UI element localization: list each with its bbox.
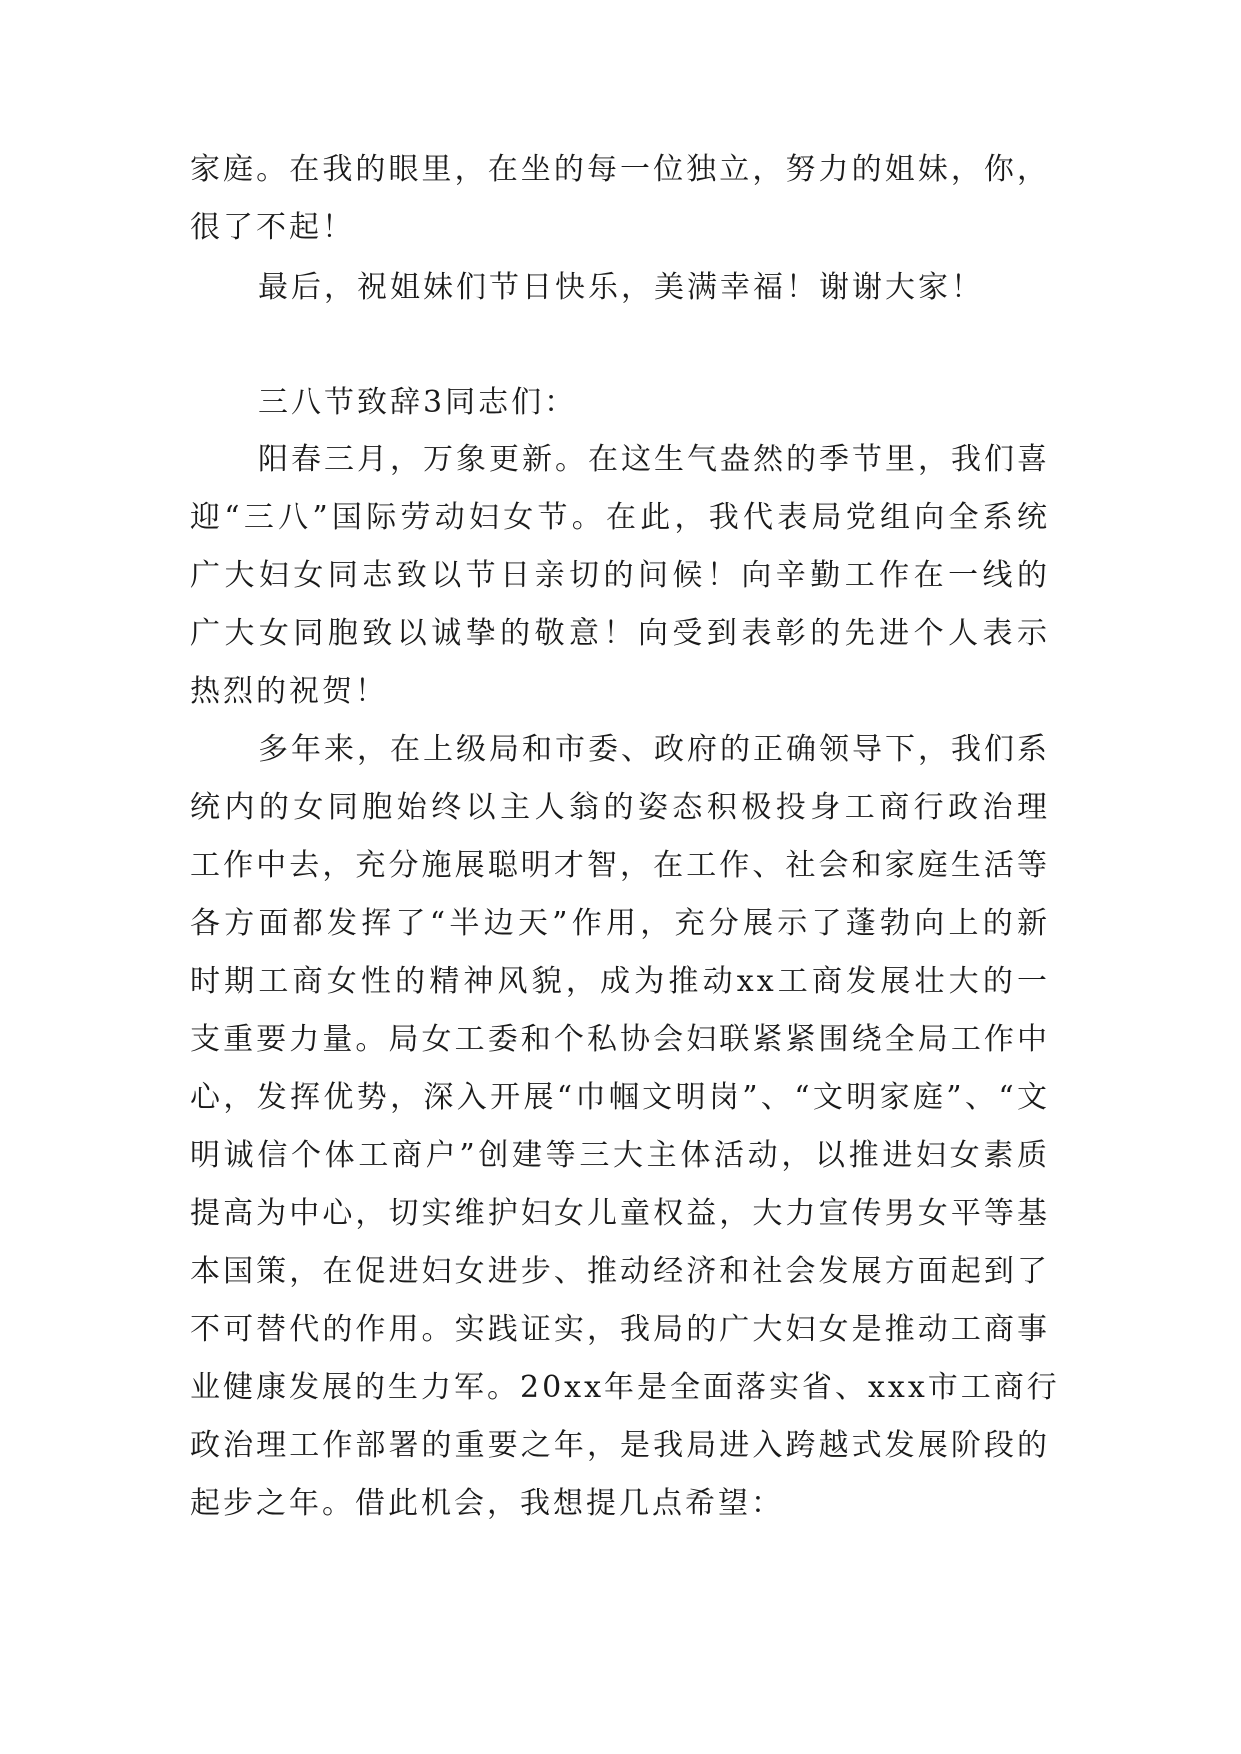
text-line: 支重要力量。局女工委和个私协会妇联紧紧围绕全局工作中 [190,1022,1050,1057]
text-line: 起步之年。借此机会，我想提几点希望： [190,1486,784,1521]
text-line: 阳春三月，万象更新。在这生气盎然的季节里，我们喜 [258,442,1050,477]
text-line: 业健康发展的生力军。20xx年是全面落实省、xxx市工商行 [190,1370,1060,1405]
text-line: 很了不起！ [190,210,355,245]
text-line: 广大女同胞致以诚挚的敬意！向受到表彰的先进个人表示 [190,616,1050,651]
text-line: 工作中去，充分施展聪明才智，在工作、社会和家庭生活等 [190,848,1050,883]
text-line: 家庭。在我的眼里，在坐的每一位独立，努力的姐妹，你， [190,152,1050,187]
section-heading: 三八节致辞3同志们： [258,385,578,420]
text-line: 时期工商女性的精神风貌，成为推动xx工商发展壮大的一 [190,964,1050,999]
text-line: 明诚信个体工商户”创建等三大主体活动，以推进妇女素质 [190,1138,1050,1173]
text-line: 政治理工作部署的重要之年，是我局进入跨越式发展阶段的 [190,1428,1050,1463]
text-line: 最后，祝姐妹们节日快乐，美满幸福！谢谢大家！ [258,270,984,305]
text-line: 各方面都发挥了“半边天”作用，充分展示了蓬勃向上的新 [190,906,1050,941]
text-line: 迎“三八”国际劳动妇女节。在此，我代表局党组向全系统 [190,500,1050,535]
text-line: 心，发挥优势，深入开展“巾帼文明岗”、“文明家庭”、“文 [190,1080,1050,1115]
text-line: 不可替代的作用。实践证实，我局的广大妇女是推动工商事 [190,1312,1050,1347]
text-line: 热烈的祝贺！ [190,674,388,709]
text-line: 统内的女同胞始终以主人翁的姿态积极投身工商行政治理 [190,790,1050,825]
text-line: 多年来，在上级局和市委、政府的正确领导下，我们系 [258,732,1050,767]
text-line: 本国策，在促进妇女进步、推动经济和社会发展方面起到了 [190,1254,1050,1289]
text-line: 提高为中心，切实维护妇女儿童权益，大力宣传男女平等基 [190,1196,1050,1231]
text-line: 广大妇女同志致以节日亲切的问候！向辛勤工作在一线的 [190,558,1050,593]
